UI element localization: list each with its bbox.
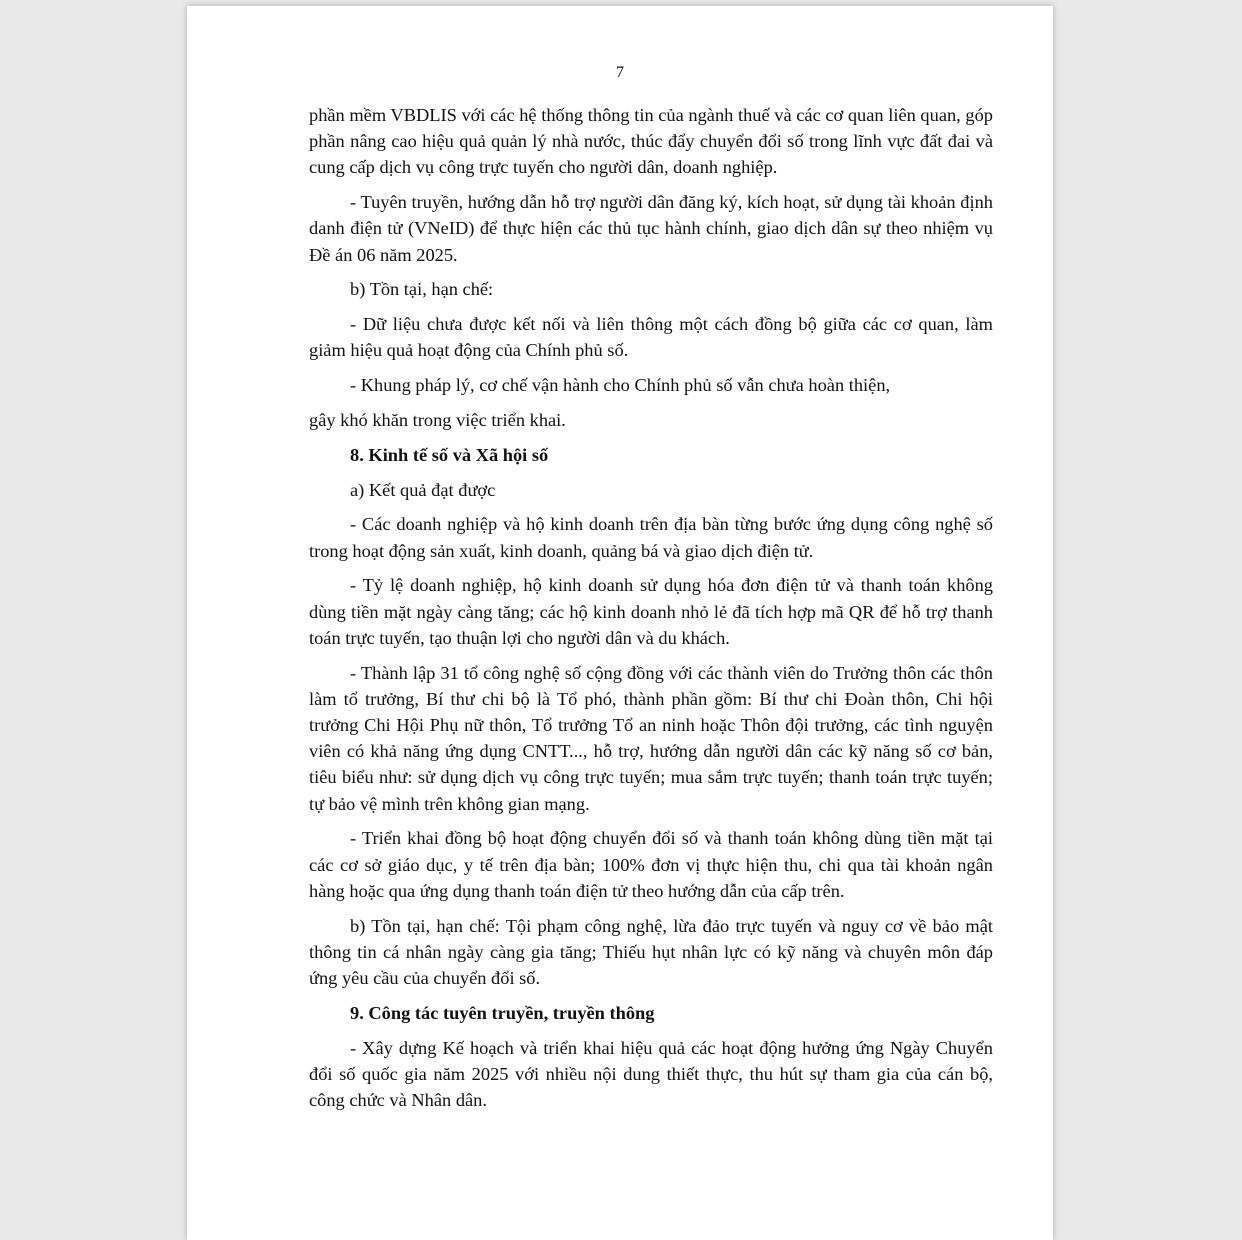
paragraph-cashless-schools: - Triển khai đồng bộ hoạt động chuyển đổi số và thanh toán không dùng tiền mặt tại các cơ sở giáo dục, y tế trên địa bàn; 100% đơn vị thực hiện thu, chi qua tài khoản ngân hàng hoặc qua ứng dụng thanh toán điện tử theo hướng dẫn của cấp trên. [309, 828, 993, 901]
paragraph-digital-day-plan: - Xây dựng Kế hoạch và triển khai hiệu quả các hoạt động hưởng ứng Ngày Chuyển đổi số quốc gia năm 2025 với nhiều nội dung thiết thực, thu hút sự tham gia của cán bộ, công chức và Nhân dân. [309, 1037, 993, 1111]
paragraph-community-tech-teams: - Thành lập 31 tổ công nghệ số cộng đồng với các thành viên do Trưởng thôn các thôn làm tổ trưởng, Bí thư chi bộ là Tổ phó, thành phần gồm: Bí thư chi Đoàn thôn, Chi hội trưởng Chi Hội Phụ nữ thôn, Tổ trưởng Tổ an ninh hoặc Thôn đội trưởng, các tình nguyện viên có khả năng ứng dụng CNTT..., hỗ trợ, hướng dẫn người dân các kỹ năng số cơ bản, tiêu biểu như: sử dụng dịch vụ công trực tuyến; mua sắm trực tuyến; thanh toán trực tuyến; tự bảo vệ mình trên không gian mạng. [309, 662, 993, 814]
paragraph-legal-framework: - Khung pháp lý, cơ chế vận hành cho Chính phủ số vẫn chưa hoàn thiện, [350, 375, 891, 396]
document-body [309, 102, 993, 1122]
paragraph-legal-framework-continued: gây khó khăn trong việc triển khai. [309, 410, 566, 430]
page-number: 7 [616, 64, 624, 81]
paragraph-limitations-8: b) Tồn tại, hạn chế: Tội phạm công nghệ, lừa đảo trực tuyến và nguy cơ về bảo mật thông tin cá nhân ngày càng gia tăng; Thiếu hụt nhân lực có kỹ năng và chuyên môn đáp ứng yêu cầu của chuyển đổi số. [309, 915, 993, 989]
paragraph-e-invoice: - Tỷ lệ doanh nghiệp, hộ kinh doanh sử dụng hóa đơn điện tử và thanh toán không dùng tiền mặt ngày càng tăng; các hộ kinh doanh nhỏ lẻ đã tích hợp mã QR để hỗ trợ thanh toán trực tuyến, tạo thuận lợi cho người dân và du khách. [309, 575, 993, 648]
document-page [187, 6, 1053, 1240]
paragraph-vneid: - Tuyên truyền, hướng dẫn hỗ trợ người dân đăng ký, kích hoạt, sử dụng tài khoản định danh điện tử (VNeID) để thực hiện các thủ tục hành chính, giao dịch dân sự theo nhiệm vụ Đề án 06 năm 2025. [309, 192, 993, 265]
subheading-results-8: a) Kết quả đạt được [350, 479, 496, 500]
paragraph-vbdlis-continuation: phần mềm VBDLIS với các hệ thống thông tin của ngành thuế và các cơ quan liên quan, góp phần nâng cao hiệu quả quản lý nhà nước, thúc đẩy chuyển đổi số trong lĩnh vực đất đai và cung cấp dịch vụ công trực tuyến cho người dân, doanh nghiệp. [309, 105, 993, 178]
section-heading-9: 9. Công tác tuyên truyền, truyền thông [350, 1002, 655, 1023]
section-heading-8: 8. Kinh tế số và Xã hội số [350, 444, 549, 465]
paragraph-businesses-digital: - Các doanh nghiệp và hộ kinh doanh trên địa bàn từng bước ứng dụng công nghệ số trong hoạt động sản xuất, kinh doanh, quảng bá và giao dịch điện tử. [309, 514, 993, 561]
subheading-limitations-7: b) Tồn tại, hạn chế: [350, 279, 494, 300]
paragraph-data-not-connected: - Dữ liệu chưa được kết nối và liên thông một cách đồng bộ giữa các cơ quan, làm giảm hiệu quả hoạt động của Chính phủ số. [309, 314, 993, 361]
